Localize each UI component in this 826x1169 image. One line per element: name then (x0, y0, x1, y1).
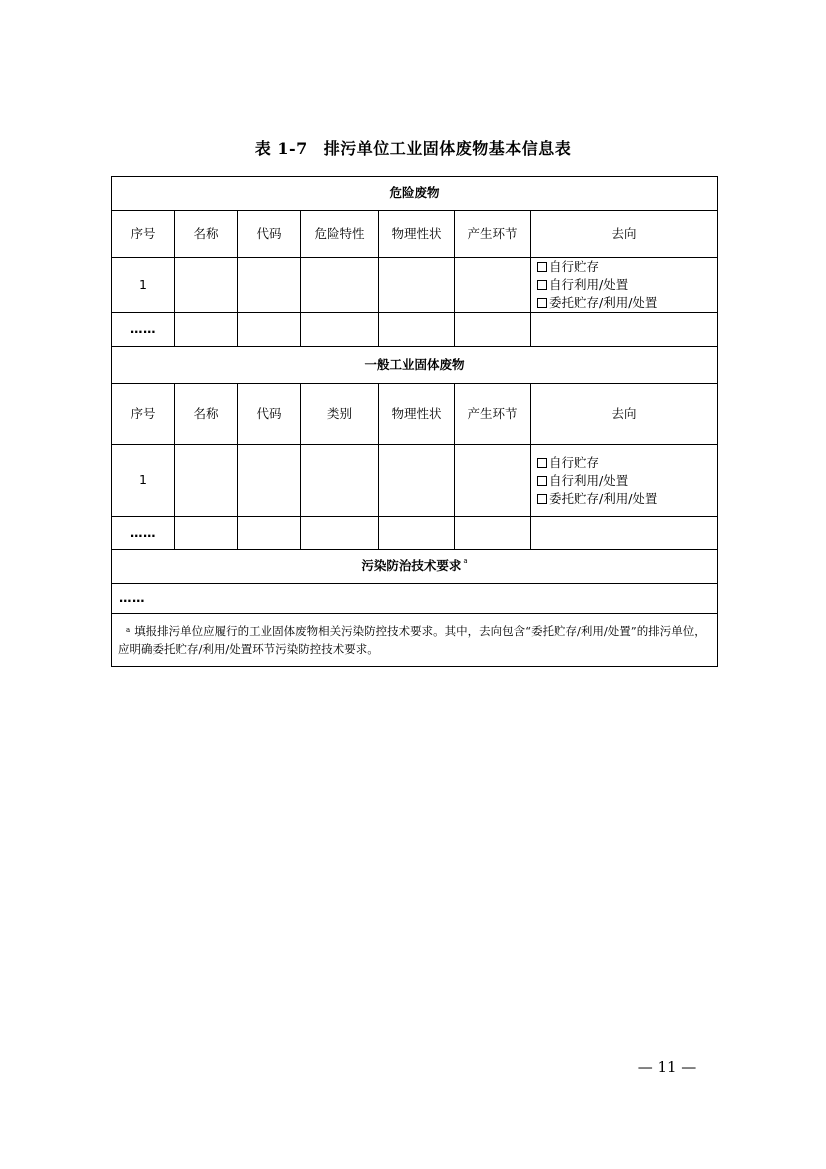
row-index: 1 (112, 445, 175, 517)
col-header-code: 代码 (238, 211, 301, 258)
code-cell[interactable] (238, 445, 301, 517)
checkbox-icon[interactable] (537, 262, 547, 272)
name-cell[interactable] (175, 445, 238, 517)
solid-waste-info-table (111, 176, 718, 667)
checkbox-icon[interactable] (537, 298, 547, 308)
option-self-utilization[interactable]: 自行利用/处置 (537, 276, 717, 294)
destination-options (531, 445, 718, 517)
table-title-text: 排污单位工业固体废物基本信息表 (323, 139, 572, 158)
col-header-category: 类别 (301, 384, 379, 445)
empty-cell[interactable] (455, 517, 531, 550)
empty-cell[interactable] (301, 517, 379, 550)
option-entrusted[interactable]: 委托贮存/利用/处置 (537, 490, 717, 508)
footnote (112, 614, 718, 667)
row-index: 1 (112, 258, 175, 313)
col-header-generation-stage: 产生环节 (455, 384, 531, 445)
empty-cell[interactable] (175, 517, 238, 550)
option-self-storage[interactable]: 自行贮存 (537, 258, 717, 276)
checkbox-icon[interactable] (537, 494, 547, 504)
col-header-index: 序号 (112, 384, 175, 445)
destination-options (531, 258, 718, 313)
empty-cell[interactable] (379, 517, 455, 550)
name-cell[interactable] (175, 258, 238, 313)
empty-cell[interactable] (379, 313, 455, 347)
requirements-row (112, 584, 718, 614)
col-header-name: 名称 (175, 384, 238, 445)
col-header-generation-stage: 产生环节 (455, 211, 531, 258)
hazardous-section-row (112, 177, 718, 211)
requirements-heading: 污染防治技术要求 $^a$ (112, 550, 718, 584)
general-heading: 一般工业固体废物 (112, 347, 718, 384)
empty-cell[interactable] (301, 313, 379, 347)
code-cell[interactable] (238, 258, 301, 313)
hazardous-header-row (112, 211, 718, 258)
hazardous-heading: 危险废物 (112, 177, 718, 211)
requirements-section-row (112, 550, 718, 584)
option-self-storage[interactable]: 自行贮存 (537, 454, 717, 472)
generation-stage-cell[interactable] (455, 445, 531, 517)
general-header-row (112, 384, 718, 445)
option-entrusted[interactable]: 委托贮存/利用/处置 (537, 294, 717, 312)
table-row (112, 258, 718, 313)
ellipsis-cell: …… (112, 313, 175, 347)
table-row (112, 313, 718, 347)
footnote-mark: a (126, 626, 131, 634)
col-header-physical-state: 物理性状 (379, 384, 455, 445)
checkbox-icon[interactable] (537, 476, 547, 486)
requirements-ellipsis[interactable]: …… (112, 584, 718, 614)
footnote-row (112, 614, 718, 667)
col-header-code: 代码 (238, 384, 301, 445)
ellipsis-cell: …… (112, 517, 175, 550)
footnote-text: 填报排污单位应履行的工业固体废物相关污染防控技术要求。其中，去向包含“委托贮存/利用/处置”的排污单位，应明确委托贮存/利用/处置环节污染防控技术要求。 (118, 624, 706, 656)
category-cell[interactable] (301, 445, 379, 517)
col-header-physical-state: 物理性状 (379, 211, 455, 258)
empty-cell[interactable] (455, 313, 531, 347)
table-title (0, 136, 826, 159)
physical-state-cell[interactable] (379, 445, 455, 517)
col-header-hazard-property: 危险特性 (301, 211, 379, 258)
col-header-destination: 去向 (531, 384, 718, 445)
hazard-property-cell[interactable] (301, 258, 379, 313)
footnote-mark: a (463, 557, 468, 566)
empty-cell[interactable] (238, 517, 301, 550)
table-number: 表 1-7 (254, 139, 308, 158)
empty-cell[interactable] (531, 313, 718, 347)
col-header-name: 名称 (175, 211, 238, 258)
option-self-utilization[interactable]: 自行利用/处置 (537, 472, 717, 490)
physical-state-cell[interactable] (379, 258, 455, 313)
empty-cell[interactable] (175, 313, 238, 347)
empty-cell[interactable] (238, 313, 301, 347)
generation-stage-cell[interactable] (455, 258, 531, 313)
checkbox-icon[interactable] (537, 458, 547, 468)
table-row (112, 517, 718, 550)
col-header-index: 序号 (112, 211, 175, 258)
table-row (112, 445, 718, 517)
checkbox-icon[interactable] (537, 280, 547, 290)
general-section-row (112, 347, 718, 384)
empty-cell[interactable] (531, 517, 718, 550)
page-number: — 11 — (637, 1058, 697, 1076)
col-header-destination: 去向 (531, 211, 718, 258)
